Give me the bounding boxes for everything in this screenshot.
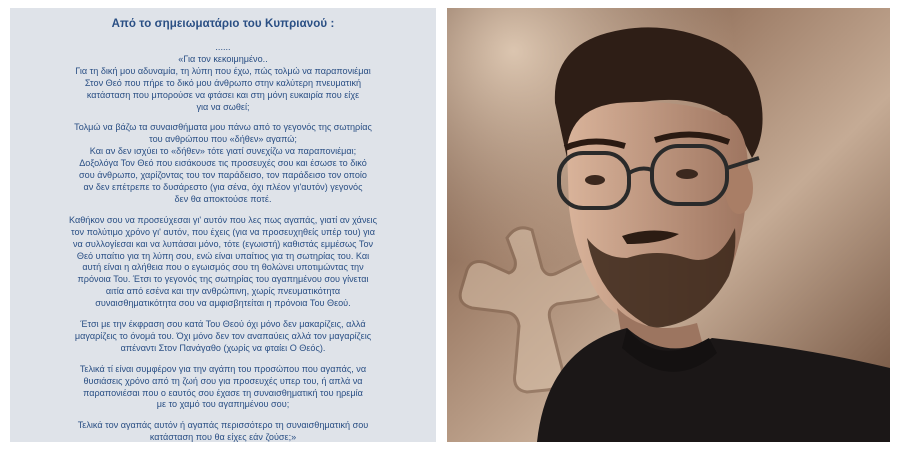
note-line: κατάσταση που μπορούσε να φτάσει και στη μόνη ευκαιρία που είχε	[86, 89, 360, 100]
note-line: Τελικά τον αγαπάς αυτόν ή αγαπάς περισσότερο τη συναισθηματική σου	[77, 420, 369, 431]
note-line: Έτσι με την έκφραση σου κατά Του Θεού όχι μόνο δεν μακαρίζεις, αλλά	[80, 319, 366, 330]
note-line: αιτία από εσένα και την ανθρώπινη, χωρίς πνευματικότητα	[105, 286, 341, 297]
note-line: πρόνοια Του. Έτσι το γεγονός της σωτηρίας του αγαπημένου σου γίνεται	[77, 274, 369, 285]
note-paragraph	[26, 215, 420, 310]
note-line: Για τη δική μου αδυναμία, τη λύπη που έχω, πώς τολμώ να παραπονιέμαι	[75, 65, 371, 76]
note-body	[26, 42, 420, 442]
note-line: αν δεν επέτρεπε το δυσάρεστο (για σένα, όχι πλέον γι'αυτόν) γεγονός	[83, 181, 363, 192]
note-line: για να σωθεί;	[196, 101, 250, 112]
note-line: Στον Θεό που πήρε το δικό μου άνθρωπο στην καλύτερη πνευματική	[84, 77, 362, 88]
note-line: θυσιάσεις χρόνο από τη ζωή σου για προσευχές υπερ του, ή απλά να	[83, 375, 363, 386]
note-paragraph	[26, 364, 420, 412]
note-paragraph	[26, 42, 420, 113]
handwritten-note-card	[10, 8, 436, 442]
note-title: Από το σημειωματάριο του Κυπριανού :	[111, 18, 335, 30]
note-paragraph	[26, 122, 420, 205]
note-line: Τελικά τί είναι συμφέρον για την αγάπη του προσώπου που αγαπάς, να	[79, 363, 367, 374]
note-line: παραπονιέσαι που ο εαυτός σου έχασε τη συναισθηματική του ηρεμία	[83, 387, 363, 398]
note-paragraph	[26, 420, 420, 442]
note-line: του ανθρώπου που «δήθεν» αγαπώ;	[149, 134, 297, 145]
note-line: κατάσταση που θα είχες εάν ζούσε;»	[149, 432, 297, 442]
note-line: Δοξολόγα Τον Θεό που εισάκουσε τις προσευχές σου και έσωσε το δικό	[79, 158, 367, 169]
note-line: συναισθηματικότητα σου να αμφισβητείται η πρόνοια Του Θεού.	[95, 298, 351, 309]
note-line: τον πολύτιμο χρόνο γι' αυτόν, που έχεις (για να προσευχηθείς υπέρ του) για	[71, 226, 375, 237]
note-line: σου άνθρωπο, χαρίζοντας του τον παράδεισο, τον παράδεισο τον οποίο	[79, 170, 367, 181]
note-line: ......	[215, 42, 231, 52]
note-paragraph	[26, 319, 420, 355]
note-line: Και αν δεν ισχύει το «δήθεν» τότε γιατί συνεχίζω να παραπονιέμαι;	[89, 146, 357, 157]
note-line: με το χαμό του αγαπημένου σου;	[156, 399, 290, 410]
note-line: αυτή είναι η αλήθεια που ο εγωισμός σου τη θολώνει υποτιμώντας την	[82, 262, 364, 273]
note-line: δεν θα αποκτούσε ποτέ.	[174, 193, 272, 204]
note-line: Καθήκον σου να προσεύχεσαι γι' αυτόν που λες πως αγαπάς, γιατί αν χάνεις	[69, 214, 377, 225]
note-line: «Για τον κεκοιμημένο..	[178, 53, 268, 64]
note-line: να συλλογίεσαι και να λυπάσαι μόνο, τότε (εγωιστή) καθιστάς εμμέσως Τον	[72, 238, 374, 249]
note-line: μαγαρίζεις το όνομά του. Όχι μόνο δεν τον αναπαύεις αλλά τον μαγαρίζεις	[74, 330, 372, 341]
note-line: Τολμώ να βάζω τα συναισθήματα μου πάνω από το γεγονός της σωτηρίας	[74, 122, 372, 133]
note-line: Θεό υπαίτιο για τη λύπη σου, ενώ είναι υπαίτιος για τη σωτηρίας του. Και	[76, 250, 370, 261]
portrait-photo	[447, 8, 890, 442]
portrait-illustration	[447, 8, 890, 442]
note-line: απέναντι Στον Πανάγαθο (χωρίς να φταίει Ο Θεός).	[120, 342, 326, 353]
